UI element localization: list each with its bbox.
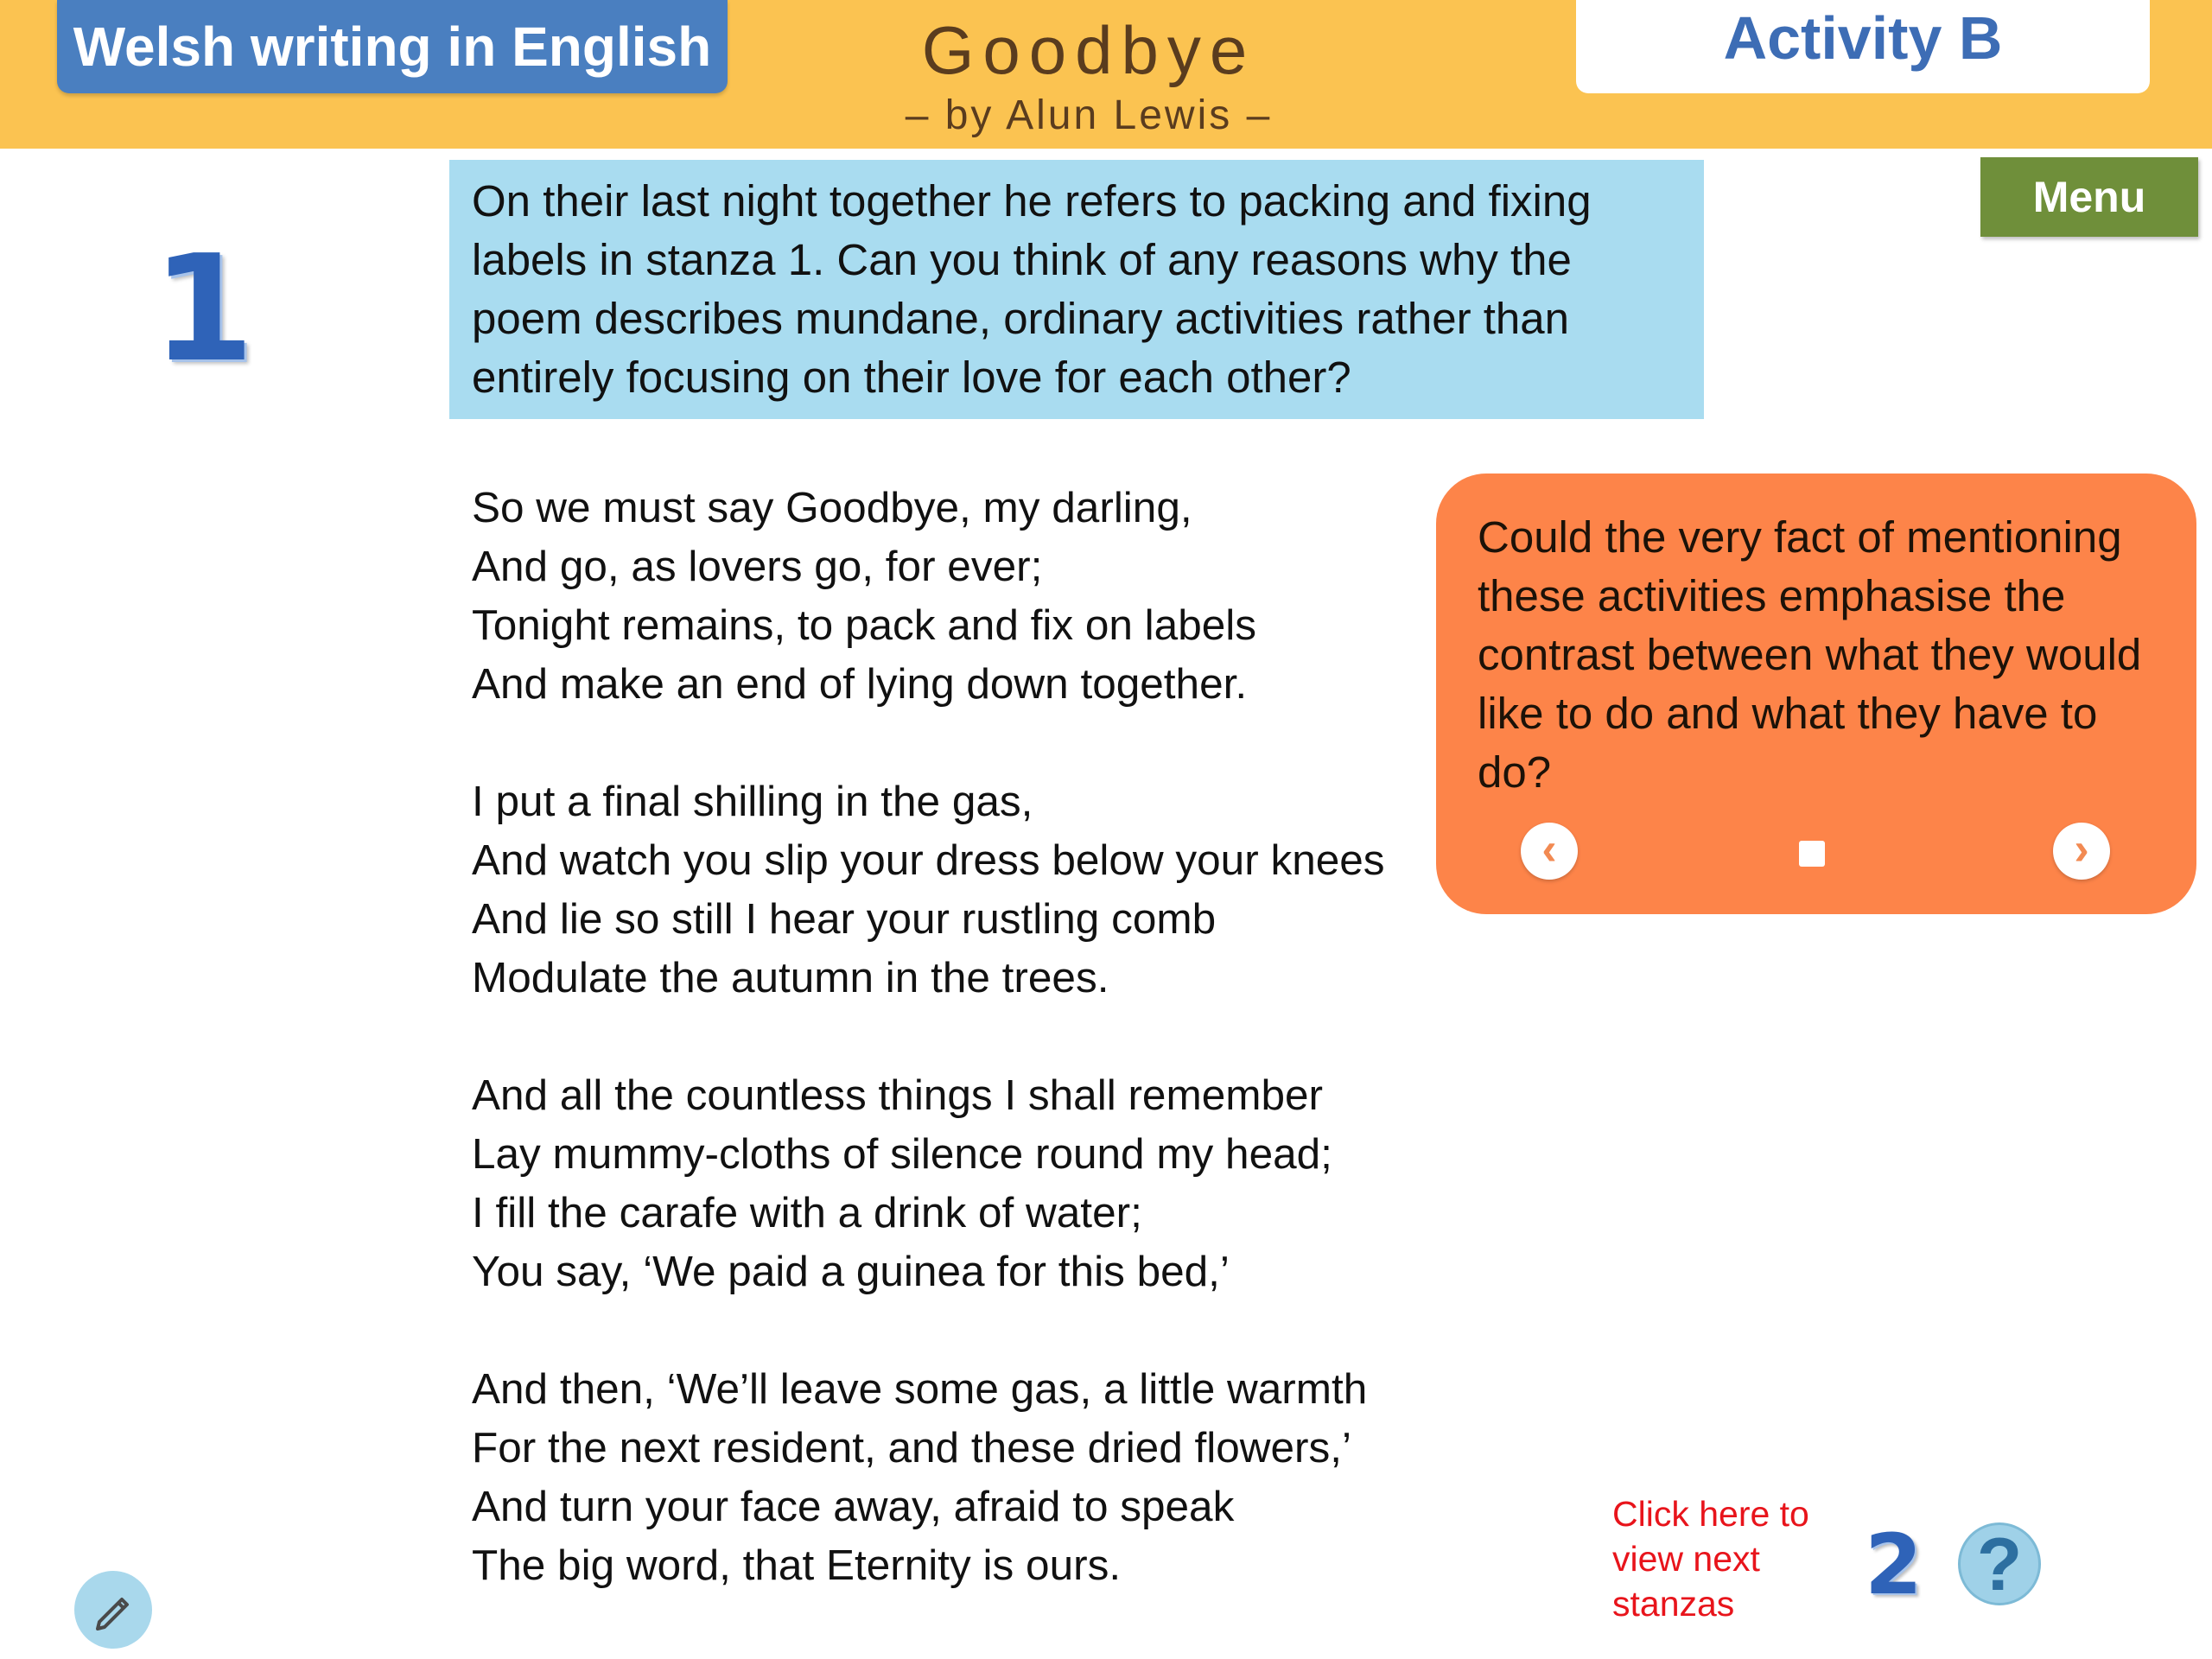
page-indicator bbox=[1799, 841, 1825, 867]
poem-stanza bbox=[472, 1360, 1457, 1595]
poem-byline: – by Alun Lewis – bbox=[905, 92, 1273, 138]
poem-stanza bbox=[472, 1066, 1457, 1301]
next-stanza-button[interactable]: 2 bbox=[1865, 1516, 1923, 1613]
poem-line: Lay mummy-cloths of silence round my head; bbox=[472, 1130, 1332, 1178]
poem-stanza bbox=[472, 479, 1457, 714]
poem-line: For the next resident, and these dried flowers,’ bbox=[472, 1424, 1352, 1471]
poem-line: I fill the carafe with a drink of water; bbox=[472, 1189, 1142, 1236]
hint-text: Could the very fact of mentioning these activities emphasise the contrast between what they would like to do and what they have to do? bbox=[1478, 512, 2142, 797]
poem-title: Goodbye bbox=[921, 12, 1256, 88]
poem-stanza bbox=[472, 772, 1457, 1007]
poem-line: I put a final shilling in the gas, bbox=[472, 778, 1033, 825]
chevron-left-icon[interactable]: ‹ bbox=[1521, 823, 1578, 880]
help-icon[interactable]: ? bbox=[1958, 1522, 2041, 1605]
stanza-number: 1 bbox=[152, 224, 255, 395]
poem-line: You say, ‘We paid a guinea for this bed,’ bbox=[472, 1248, 1230, 1295]
poem-line: And go, as lovers go, for ever; bbox=[472, 543, 1043, 590]
question-box: On their last night together he refers to packing and fixing labels in stanza 1. Can you think of any reasons why the poem describes mundane, ordinary activities rather than entirely focusing on their love for each other? bbox=[449, 160, 1704, 419]
poem-line: And watch you slip your dress below your knees bbox=[472, 836, 1385, 884]
poem-line: And turn your face away, afraid to speak bbox=[472, 1483, 1235, 1530]
chevron-right-icon[interactable]: › bbox=[2053, 823, 2110, 880]
poem-text bbox=[472, 479, 1457, 1595]
activity-tab: Activity B bbox=[1576, 0, 2150, 93]
poem-line: And all the countless things I shall remember bbox=[472, 1071, 1323, 1119]
title-block bbox=[830, 9, 1348, 140]
subject-tab: Welsh writing in English bbox=[57, 0, 728, 93]
header-bar bbox=[0, 0, 2212, 149]
poem-line: And make an end of lying down together. bbox=[472, 660, 1248, 708]
pencil-icon[interactable] bbox=[74, 1571, 152, 1649]
poem-line: And then, ‘We’ll leave some gas, a little warmth bbox=[472, 1365, 1368, 1413]
menu-button[interactable]: Menu bbox=[1980, 157, 2198, 237]
next-stanzas-hint: Click here to view next stanzas bbox=[1612, 1494, 1809, 1624]
poem-line: And lie so still I hear your rustling comb bbox=[472, 895, 1217, 943]
pencil-icon-graphic bbox=[87, 1584, 139, 1636]
poem-line: The big word, that Eternity is ours. bbox=[472, 1541, 1122, 1589]
poem-line: So we must say Goodbye, my darling, bbox=[472, 484, 1192, 531]
poem-line: Tonight remains, to pack and fix on labels bbox=[472, 601, 1257, 649]
poem-line: Modulate the autumn in the trees. bbox=[472, 954, 1109, 1001]
